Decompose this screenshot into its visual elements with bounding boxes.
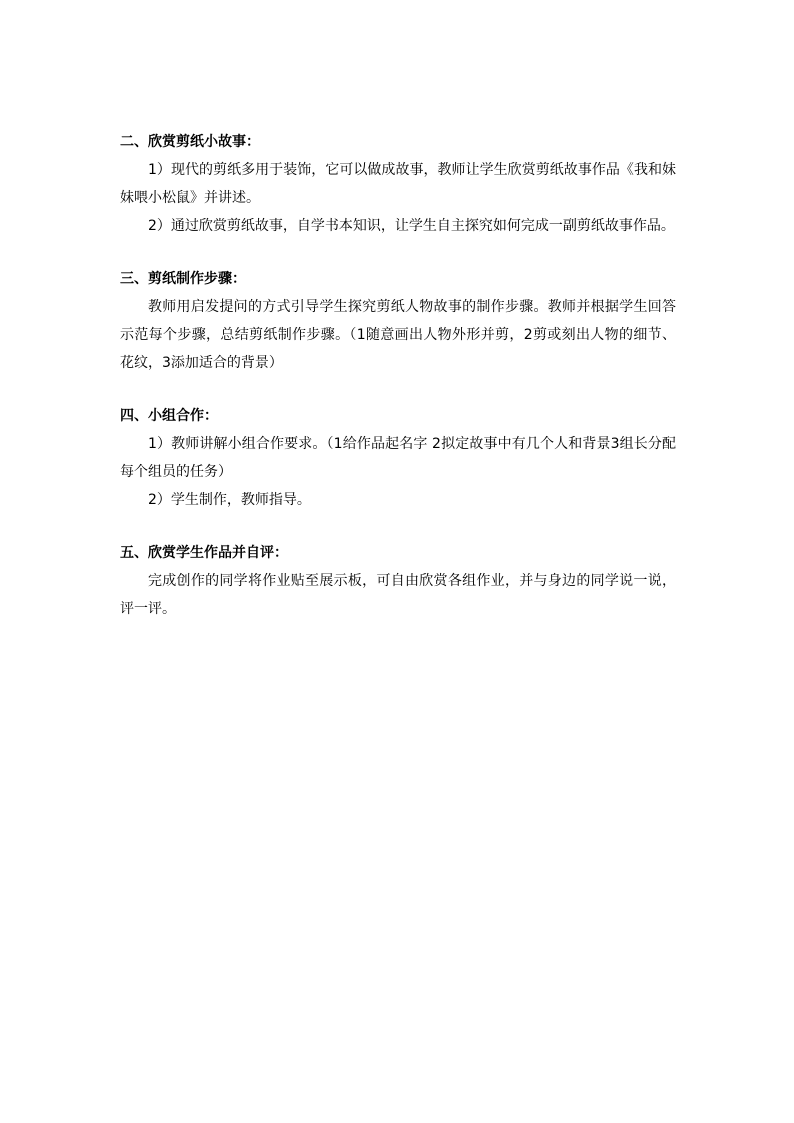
paragraph: 1）教师讲解小组合作要求。（1给作品起名字 2拟定故事中有几个人和背景3组长分配每个组员的任务）: [120, 436, 676, 480]
section-heading: 五、欣赏学生作品并自评：: [120, 545, 288, 561]
paragraph: 2）通过欣赏剪纸故事，自学书本知识，让学生自主探究如何完成一副剪纸故事作品。: [148, 218, 675, 234]
document-page: [120, 128, 676, 648]
section-heading: 四、小组合作：: [120, 408, 218, 424]
paragraph: 1）现代的剪纸多用于装饰，它可以做成故事，教师让学生欣赏剪纸故事作品《我和妹妹喂小松鼠》并讲述。: [120, 162, 676, 206]
section-heading: 三、剪纸制作步骤：: [120, 271, 246, 287]
paragraph: 完成创作的同学将作业贴至展示板，可自由欣赏各组作业，并与身边的同学说一说，评一评。: [120, 573, 676, 617]
section-self-evaluation: [120, 539, 676, 623]
section-making-steps: [120, 265, 676, 377]
section-appreciate-story: [120, 128, 676, 240]
paragraph: 2）学生制作，教师指导。: [148, 492, 311, 508]
section-group-work: [120, 402, 676, 514]
section-heading: 二、欣赏剪纸小故事：: [120, 134, 260, 150]
paragraph: 教师用启发提问的方式引导学生探究剪纸人物故事的制作步骤。教师并根据学生回答示范每个步骤，总结剪纸制作步骤。（1随意画出人物外形并剪，2剪或刻出人物的细节、花纹，3添加适合的背景）: [120, 299, 676, 371]
